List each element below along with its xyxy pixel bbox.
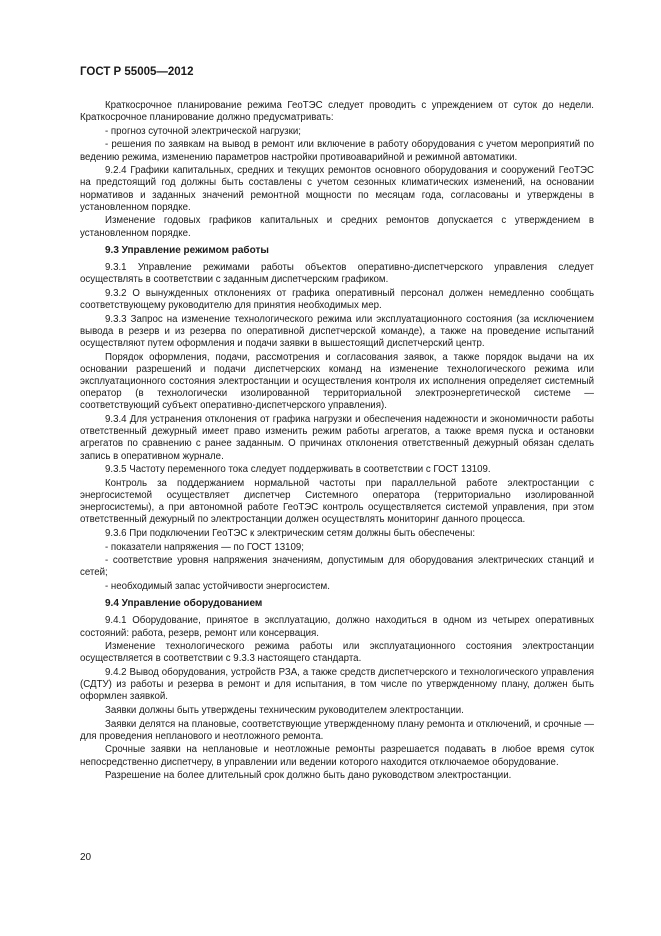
section-heading: 9.4 Управление оборудованием bbox=[105, 598, 263, 610]
list-item: - необходимый запас устойчивости энергосистем. bbox=[105, 580, 330, 592]
paragraph: 9.3.2 О вынужденных отклонениях от графика оперативный персонал должен немедленно сообщать соответствующему руководителю для принятия необходимых мер. bbox=[80, 287, 594, 311]
paragraph: 9.4.2 Вывод оборудования, устройств РЗА, а также средств диспетчерского и технологического управления (СДТУ) из работы и резерва в ремонт и для испытания, в том числе по утвержденному плану, должен быть оформлен заявкой. bbox=[80, 666, 594, 703]
paragraph: Краткосрочное планирование режима ГеоТЭС следует проводить с упреждением от суток до недели. Краткосрочное планирование должно предусматривать: bbox=[80, 100, 594, 124]
list-item: - решения по заявкам на вывод в ремонт или включение в работу оборудования с учетом мероприятий по ведению режима, изменению параметров настройки противоаварийной и режимной автоматики. bbox=[80, 139, 594, 163]
list-item: - показатели напряжения — по ГОСТ 13109; bbox=[105, 541, 304, 553]
paragraph: Разрешение на более длительный срок должно быть дано руководством электростанции. bbox=[105, 770, 512, 782]
paragraph: Порядок оформления, подачи, рассмотрения и согласования заявок, а также порядок выдачи на их основании разрешений и подачи диспетчерских команд на изменение технологического режима или эксплуатационного состояния электростанции и осуществления контроля их исполнения определяет системный оператор (в технологически изолированной территориальной электроэнергетической системе — соответствующий субъект оперативно-диспетчерского управления). bbox=[80, 351, 594, 412]
paragraph: Заявки должны быть утверждены техническим руководителем электростанции. bbox=[105, 704, 464, 716]
paragraph: Изменение технологического режима работы или эксплуатационного состояния электростанции осуществляется в соответствии с 9.3.3 настоящего стандарта. bbox=[80, 641, 594, 665]
paragraph: Контроль за поддержанием нормальной частоты при параллельной работе электростанции с энергосистемой осуществляет диспетчер Системного оператора (территориально изолированной энергосистемы), а при автономной работе ГеоТЭС контроль осуществляется системой управления, при этом ответственный дежурный по электростанции должен осуществлять мониторинг данного процесса. bbox=[80, 477, 594, 526]
paragraph: 9.3.4 Для устранения отклонения от графика нагрузки и обеспечения надежности и экономичности работы ответственный дежурный имеет право изменить режим работы агрегатов, а также время пуска и остановки агрегатов по сравнению с ранее заданным. О причинах отклонения ответственный дежурный обязан сделать запись в оперативном журнале. bbox=[80, 414, 594, 462]
paragraph: Заявки делятся на плановые, соответствующие утвержденному плану ремонта и отключений, и срочные — для проведения непланового и неотложного ремонта. bbox=[80, 718, 594, 742]
paragraph: 9.3.6 При подключении ГеоТЭС к электрическим сетям должны быть обеспечены: bbox=[105, 528, 476, 539]
paragraph: 9.3.1 Управление режимами работы объектов оперативно-диспетчерского управления следует осуществлять в соответствии с заданным диспетчерским графиком. bbox=[80, 262, 594, 286]
paragraph: Срочные заявки на неплановые и неотложные ремонты разрешается подавать в любое время суток непосредственно диспетчеру, в управлении или ведении которого находится отключаемое оборудование. bbox=[80, 744, 594, 768]
paragraph: 9.3.5 Частоту переменного тока следует поддерживать в соответствии с ГОСТ 13109. bbox=[105, 464, 491, 476]
paragraph: Изменение годовых графиков капитальных и средних ремонтов допускается с утверждением в установленном порядке. bbox=[80, 215, 594, 239]
paragraph: 9.3.3 Запрос на изменение технологического режима или эксплуатационного состояния (за исключением вывода в резерв и из резерва по оперативной диспетчерской команде), а также на проведение испытаний осуществляют путем оформления и подачи заявки в вышестоящий диспетчерский центр. bbox=[80, 313, 594, 349]
paragraph: 9.4.1 Оборудование, принятое в эксплуатацию, должно находиться в одном из четырех оперативных состояний: работа, резерв, ремонт или консервация. bbox=[80, 615, 594, 639]
list-item: - прогноз суточной электрической нагрузки; bbox=[105, 125, 301, 137]
page-number: 20 bbox=[80, 852, 92, 863]
list-item: - соответствие уровня напряжения значениям, допустимым для оборудования электрических станций и сетей; bbox=[80, 555, 594, 579]
document-header: ГОСТ Р 55005—2012 bbox=[80, 66, 194, 78]
paragraph: 9.2.4 Графики капитальных, средних и текущих ремонтов основного оборудования и сооружений ГеоТЭС на предстоящий год должны быть составлены с учетом сезонных климатических изменений, на основании нормативов и заданных значений ремонтной мощности по месяцам года, согласованы и утверждены в установленном порядке. bbox=[80, 165, 594, 213]
document-body bbox=[80, 100, 594, 784]
section-heading: 9.3 Управление режимом работы bbox=[105, 244, 269, 256]
